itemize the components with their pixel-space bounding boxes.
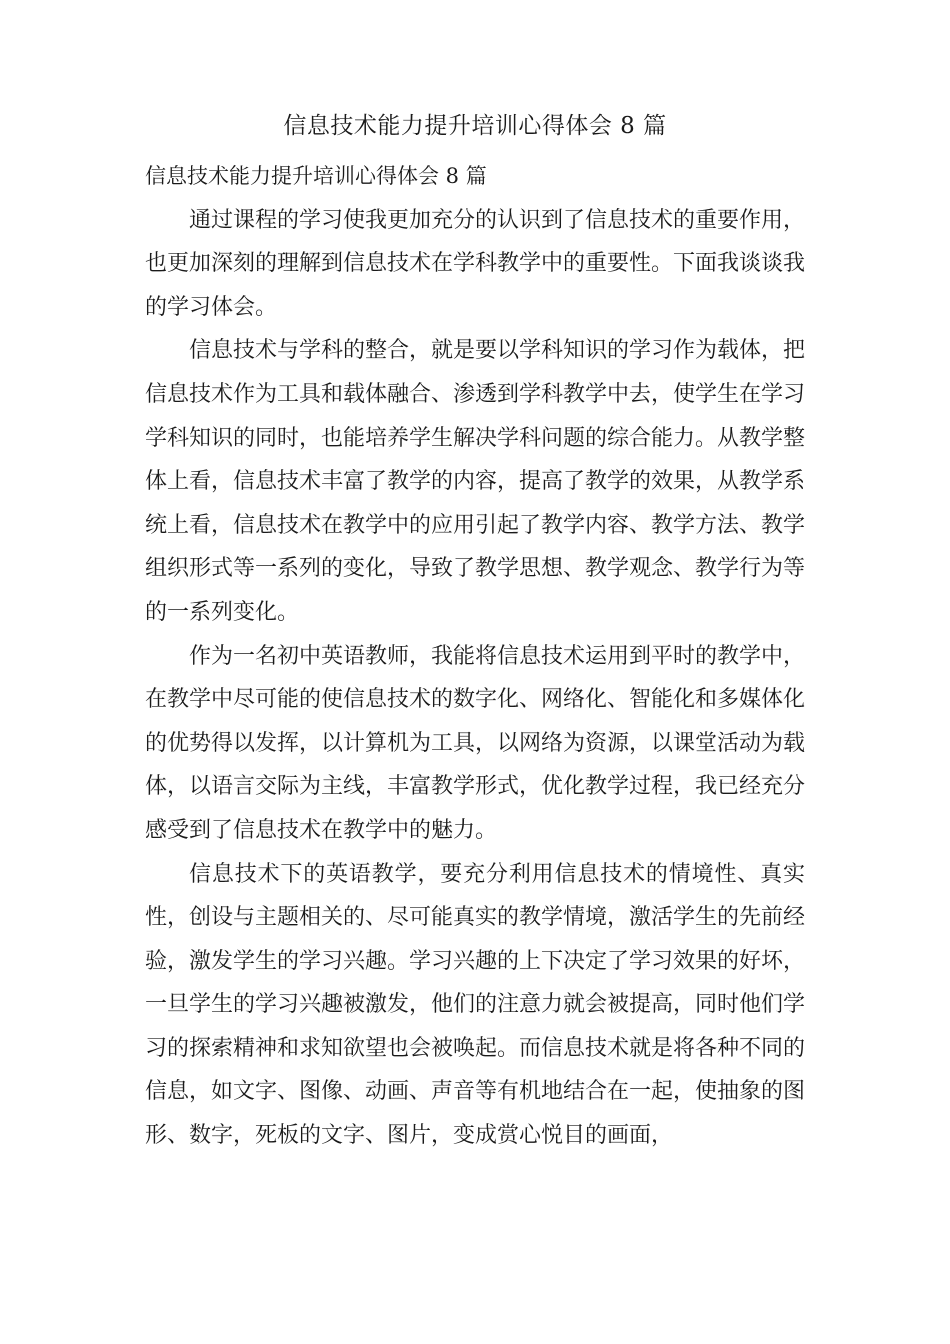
paragraph-2: 信息技术与学科的整合，就是要以学科知识的学习作为载体，把信息技术作为工具和载体融合、渗透到学科教学中去，使学生在学习学科知识的同时，也能培养学生解决学科问题的综合能力。从教学整体上看，信息技术丰富了教学的内容，提高了教学的效果，从教学系统上看，信息技术在教学中的应用引起了教学内容、教学方法、教学组织形式等一系列的变化，导致了教学思想、教学观念、教学行为等的一系列变化。 — [145, 338, 806, 625]
paragraph-1: 通过课程的学习使我更加充分的认识到了信息技术的重要作用，也更加深刻的理解到信息技术在学科教学中的重要性。下面我谈谈我的学习体会。 — [145, 207, 806, 320]
paragraph-3: 作为一名初中英语教师，我能将信息技术运用到平时的教学中，在教学中尽可能的使信息技术的数字化、网络化、智能化和多媒体化的优势得以发挥，以计算机为工具，以网络为资源，以课堂活动为载体，以语言交际为主线，丰富教学形式，优化教学过程，我已经充分感受到了信息技术在教学中的魅力。 — [145, 643, 806, 843]
document-body — [145, 155, 805, 1158]
paragraph-4: 信息技术下的英语教学，要充分利用信息技术的情境性、真实性，创设与主题相关的、尽可能真实的教学情境，激活学生的先前经验，激发学生的学习兴趣。学习兴趣的上下决定了学习效果的好坏，一旦学生的学习兴趣被激发，他们的注意力就会被提高，同时他们学习的探索精神和求知欲望也会被唤起。而信息技术就是将各种不同的信息，如文字、图像、动画、声音等有机地结合在一起，使抽象的图形、数字，死板的文字、图片，变成赏心悦目的画面， — [145, 861, 806, 1149]
document-subtitle: 信息技术能力提升培训心得体会 8 篇 — [145, 164, 487, 188]
document-title: 信息技术能力提升培训心得体会 8 篇 — [283, 113, 667, 139]
